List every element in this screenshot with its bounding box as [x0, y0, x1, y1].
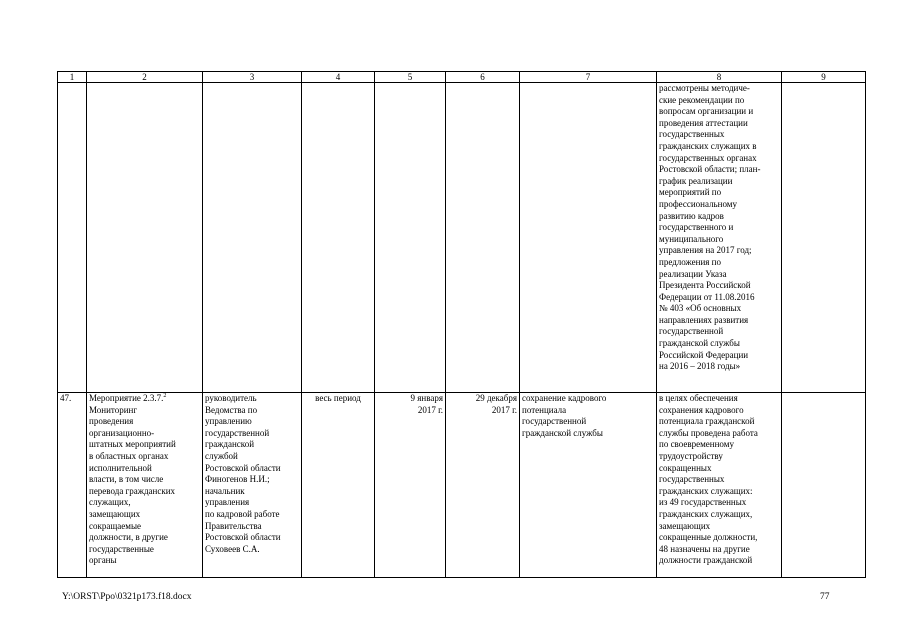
notes-cell	[782, 393, 866, 578]
col-num-6: 6	[446, 72, 520, 83]
col-num-8: 8	[657, 72, 782, 83]
expected-result-cell: сохранение кадрового потенциала государственной гражданской службы	[520, 393, 657, 578]
main-table	[57, 71, 866, 578]
cell-empty	[203, 83, 302, 393]
cell-empty	[302, 83, 375, 393]
table-row-continued	[58, 83, 866, 393]
cell-empty	[520, 83, 657, 393]
event-name-cell	[87, 393, 203, 578]
col-num-7: 7	[520, 72, 657, 83]
end-date-cell: 29 декабря 2017 г.	[446, 393, 520, 578]
cell-result-continued: рассмотрены методиче- ские рекомендации по вопросам организации и проведения аттестации государственных гражданских служащих в государственных органах Ростовской области; план- график реализации мероприятий по профессиональному развитию кадров государственного и муниципального управления на 2017 год; предложения по реализации Указа Президента Российской Федерации от 11.08.2016 № 403 «Об основных направлениях развития государственной гражданской службы Российской Федерации на 2016 – 2018 годы»	[657, 83, 782, 393]
event-title: Мероприятие 2.3.7.	[89, 393, 164, 403]
file-path: Y:\ORST\Ppo\0321p173.f18.docx	[62, 592, 192, 602]
col-num-4: 4	[302, 72, 375, 83]
cell-empty	[58, 83, 87, 393]
cell-empty	[782, 83, 866, 393]
table-row-47	[58, 393, 866, 578]
column-number-row	[58, 72, 866, 83]
col-num-9: 9	[782, 72, 866, 83]
page-number: 77	[820, 592, 830, 602]
period-cell: весь период	[302, 393, 375, 578]
footnote-mark: 2	[163, 393, 167, 399]
start-date-cell: 9 января 2017 г.	[375, 393, 446, 578]
cell-empty	[87, 83, 203, 393]
col-num-1: 1	[58, 72, 87, 83]
cell-empty	[446, 83, 520, 393]
row-number: 47.	[58, 393, 87, 578]
responsible-cell: руководитель Ведомства по управлению государственной гражданской службой Ростовской области Финогенов Н.И.; начальник управления по кадровой работе Правительства Ростовской области Суховеев С.А.	[203, 393, 302, 578]
cell-empty	[375, 83, 446, 393]
col-num-3: 3	[203, 72, 302, 83]
event-description: Мониторинг проведения организационно- штатных мероприятий в областных органах исполнительной власти, в том числе перевода гражданских служащих, замещающих сокращаемые должности, в другие государственные органы	[89, 404, 176, 566]
col-num-5: 5	[375, 72, 446, 83]
actual-result-cell: в целях обеспечения сохранения кадрового потенциала гражданской службы проведена работа по своевременному трудоустройству сокращенных государственных гражданских служащих: из 49 государственных гражданских служащих, замещающих сокращенные должности, 48 назначены на другие должности гражданской	[657, 393, 782, 578]
col-num-2: 2	[87, 72, 203, 83]
